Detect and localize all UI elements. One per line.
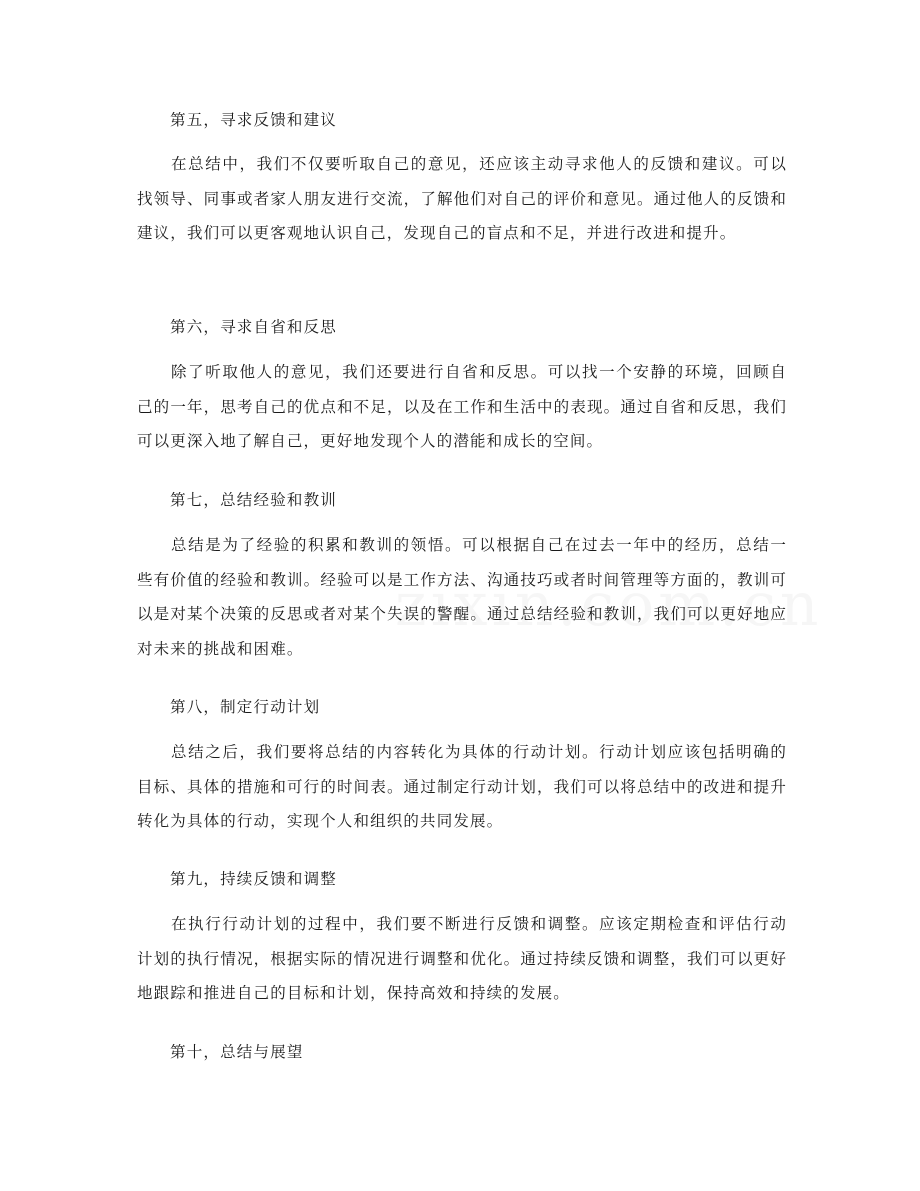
- section-paragraph-6: 除了听取他人的意见，我们还要进行自省和反思。可以找一个安静的环境，回顾自己的一年，思考自己的优点和不足，以及在工作和生活中的表现。通过自省和反思，我们可以更深入地了解自己，更好地发现个人的潜能和成长的空间。: [137, 363, 787, 450]
- section-heading-6: 第六，寻求自省和反思: [170, 318, 338, 336]
- section-heading-9: 第九，持续反馈和调整: [170, 870, 338, 888]
- section-heading-8: 第八，制定行动计划: [170, 698, 321, 716]
- section-paragraph-8: 总结之后，我们要将总结的内容转化为具体的行动计划。行动计划应该包括明确的目标、具体的措施和可行的时间表。通过制定行动计划，我们可以将总结中的改进和提升转化为具体的行动，实现个人和组织的共同发展。: [137, 743, 787, 830]
- section-paragraph-5: 在总结中，我们不仅要听取自己的意见，还应该主动寻求他人的反馈和建议。可以找领导、同事或者家人朋友进行交流，了解他们对自己的评价和意见。通过他人的反馈和建议，我们可以更客观地认识自己，发现自己的盲点和不足，并进行改进和提升。: [137, 155, 787, 242]
- section-heading-5: 第五，寻求反馈和建议: [170, 111, 338, 129]
- section-paragraph-9: 在执行行动计划的过程中，我们要不断进行反馈和调整。应该定期检查和评估行动计划的执行情况，根据实际的情况进行调整和优化。通过持续反馈和调整，我们可以更好地跟踪和推进自己的目标和计划，保持高效和持续的发展。: [137, 915, 787, 1002]
- section-heading-7: 第七，总结经验和教训: [170, 491, 338, 509]
- section-heading-10: 第十，总结与展望: [170, 1043, 304, 1061]
- section-paragraph-7: 总结是为了经验的积累和教训的领悟。可以根据自己在过去一年中的经历，总结一些有价值的经验和教训。经验可以是工作方法、沟通技巧或者时间管理等方面的，教训可以是对某个决策的反思或者对某个失误的警醒。通过总结经验和教训，我们可以更好地应对未来的挑战和困难。: [137, 536, 787, 658]
